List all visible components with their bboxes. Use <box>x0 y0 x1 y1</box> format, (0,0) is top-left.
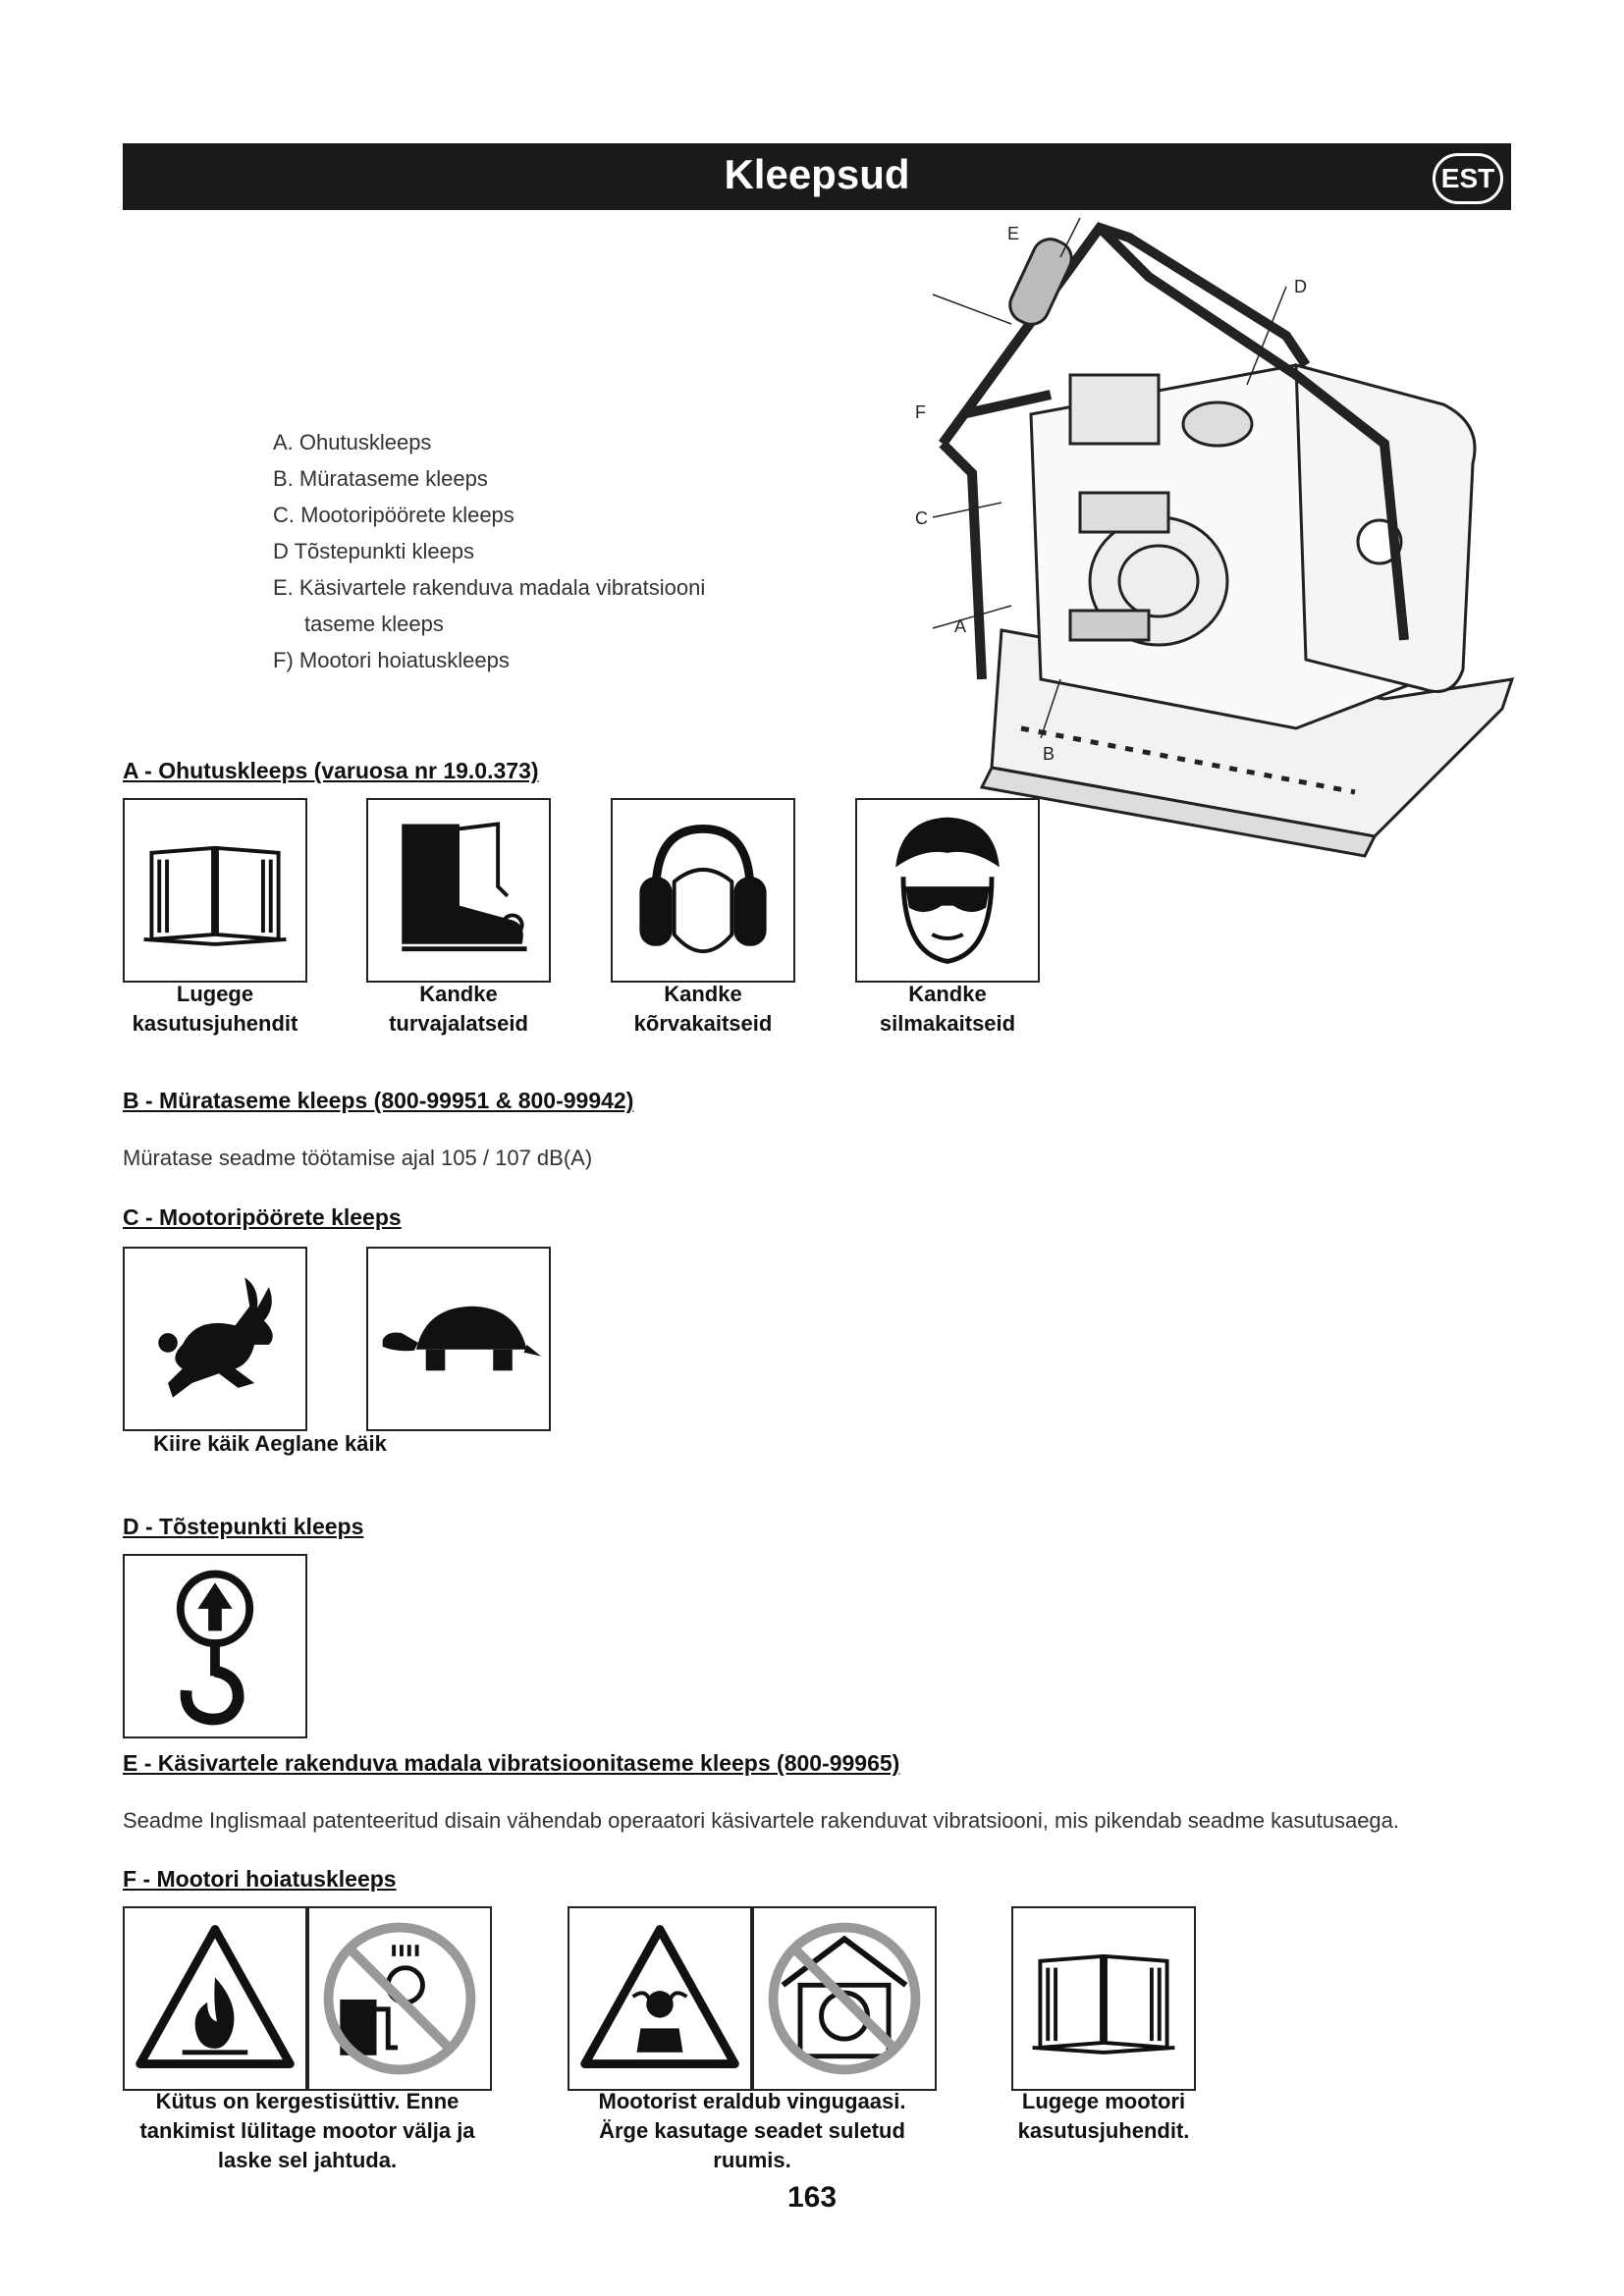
legend-item: B. Mürataseme kleeps <box>273 466 488 491</box>
diagram-label-d: D <box>1294 277 1307 296</box>
engine-manual-book-icon <box>1011 1906 1196 2091</box>
section-e-title: E - Käsivartele rakenduva madala vibratsioonitaseme kleeps (800-99965) <box>123 1750 900 1776</box>
caption-read-manual: Lugege kasutusjuhendit <box>132 982 298 1036</box>
no-refuel-hot-engine-icon <box>307 1906 492 2091</box>
lifting-hook-icon <box>123 1554 307 1738</box>
toxic-gas-warning-icon <box>568 1906 752 2091</box>
legend-item: taseme kleeps <box>304 612 444 636</box>
section-d-title: D - Tõstepunkti kleeps <box>123 1514 364 1539</box>
section-f-title: F - Mootori hoiatuskleeps <box>123 1866 397 1892</box>
ear-protection-icon <box>611 798 795 983</box>
book-icon <box>123 798 307 983</box>
section-b-title: B - Mürataseme kleeps (800-99951 & 800-99942) <box>123 1088 634 1113</box>
plate-compactor-diagram <box>874 218 1522 885</box>
caption-gas-warning: Mootorist eraldub vingugaasi. Ärge kasutage seadet suletud ruumis. <box>598 2089 906 2172</box>
rabbit-icon <box>123 1247 307 1431</box>
diagram-label-b: B <box>1043 744 1056 764</box>
vibration-text: Seadme Inglismaal patenteeritud disain vähendab operaatori käsivartele rakenduvat vibratsiooni, mis pikendab seadme kasutusaega. <box>123 1808 1400 1833</box>
legend-item: A. Ohutuskleeps <box>273 430 432 454</box>
header-bar <box>123 143 1511 210</box>
diagram-label-f: F <box>915 402 926 422</box>
section-c-title: C - Mootoripöörete kleeps <box>123 1204 402 1230</box>
legend-item: E. Käsivartele rakenduva madala vibratsiooni <box>273 575 706 600</box>
legend-item: D Tõstepunkti kleeps <box>273 539 475 563</box>
section-a-title: A - Ohutuskleeps (varuosa nr 19.0.373) <box>123 758 539 783</box>
legend-item: C. Mootoripöörete kleeps <box>273 503 514 527</box>
caption-engine-manual: Lugege mootori kasutusjuhendit. <box>1017 2089 1190 2143</box>
eye-protection-icon <box>855 798 1040 983</box>
caption-fuel-warning: Kütus on kergestisüttiv. Enne tankimist lülitage mootor välja ja laske sel jahtuda. <box>139 2089 475 2172</box>
legend-list <box>273 424 705 678</box>
speed-caption: Kiire käik Aeglane käik <box>153 1431 387 1456</box>
noise-level-text: Müratase seadme töötamise ajal 105 / 107 dB(A) <box>123 1146 593 1170</box>
caption-eye-protection: Kandke silmakaitseid <box>879 982 1016 1036</box>
turtle-icon <box>366 1247 551 1431</box>
page-title: Kleepsud <box>724 151 910 197</box>
caption-safety-boots: Kandke turvajalatseid <box>389 982 528 1036</box>
legend-item: F) Mootori hoiatuskleeps <box>273 648 510 672</box>
language-badge: EST <box>1433 153 1503 204</box>
compactor-drawing-icon <box>874 218 1522 885</box>
page-number: 163 <box>786 2181 838 2214</box>
diagram-label-e: E <box>1007 224 1020 243</box>
diagram-label-c: C <box>915 508 928 528</box>
caption-ear-protection: Kandke kõrvakaitseid <box>633 982 773 1036</box>
diagram-label-a: A <box>954 616 967 636</box>
no-indoor-use-icon <box>752 1906 937 2091</box>
safety-boot-icon <box>366 798 551 983</box>
flammable-warning-icon <box>123 1906 307 2091</box>
